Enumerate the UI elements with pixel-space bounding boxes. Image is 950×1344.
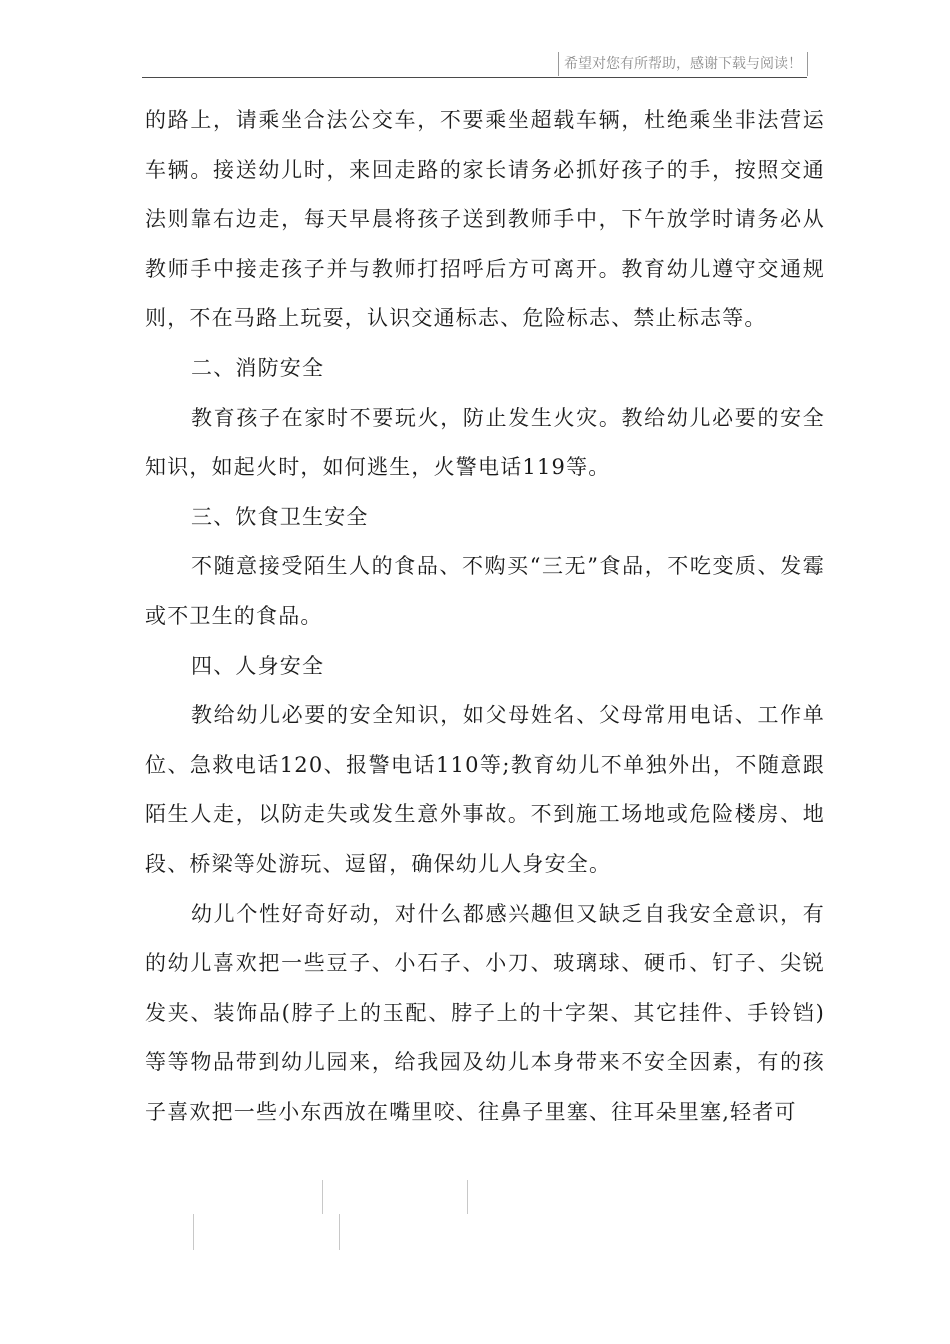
paragraph-fire-safety: 教育孩子在家时不要玩火，防止发生火灾。教给幼儿必要的安全知识，如起火时，如何逃生，火警电话119等。 — [145, 405, 825, 480]
paragraph-personal-safety: 教给幼儿必要的安全知识，如父母姓名、父母常用电话、工作单位、急救电话120、报警电话110等;教育幼儿不单独外出，不随意跟陌生人走，以防走失或发生意外事故。不到施工场地或危险楼房、地段、桥梁等处游玩、逗留，确保幼儿人身安全。 — [145, 703, 825, 876]
paragraph-traffic-safety-continued: 的路上，请乘坐合法公交车，不要乘坐超载车辆，杜绝乘坐非法营运车辆。接送幼儿时，来回走路的家长请务必抓好孩子的手，按照交通法则靠右边走，每天早晨将孩子送到教师手中，下午放学时请务必从教师手中接走孩子并与教师打招呼后方可离开。教育幼儿遵守交通规则，不在马路上玩耍，认识交通标志、危险标志、禁止标志等。 — [145, 108, 825, 331]
document-body — [145, 96, 825, 1137]
footer-divider-line — [322, 1180, 323, 1214]
section-heading-food-safety: 三、饮食卫生安全 — [191, 504, 369, 529]
footer-divider-line — [193, 1214, 194, 1250]
header-banner: 希望对您有所帮助，感谢下载与阅读！ — [558, 52, 808, 76]
section-heading-fire-safety: 二、消防安全 — [191, 355, 325, 380]
header-divider — [142, 77, 807, 78]
section-heading-personal-safety: 四、人身安全 — [191, 653, 325, 678]
paragraph-food-safety: 不随意接受陌生人的食品、不购买“三无”食品，不吃变质、发霉或不卫生的食品。 — [145, 554, 825, 628]
footer-divider-line — [339, 1214, 340, 1250]
paragraph-small-objects: 幼儿个性好奇好动，对什么都感兴趣但又缺乏自我安全意识，有的幼儿喜欢把一些豆子、小石子、小刀、玻璃球、硬币、钉子、尖锐发夹、装饰品(脖子上的玉配、脖子上的十字架、其它挂件、手铃铛)等等物品带到幼儿园来，给我园及幼儿本身带来不安全因素，有的孩子喜欢把一些小东西放在嘴里咬、往鼻子里塞、往耳朵里塞,轻者可 — [145, 901, 825, 1124]
footer-divider-line — [467, 1180, 468, 1214]
